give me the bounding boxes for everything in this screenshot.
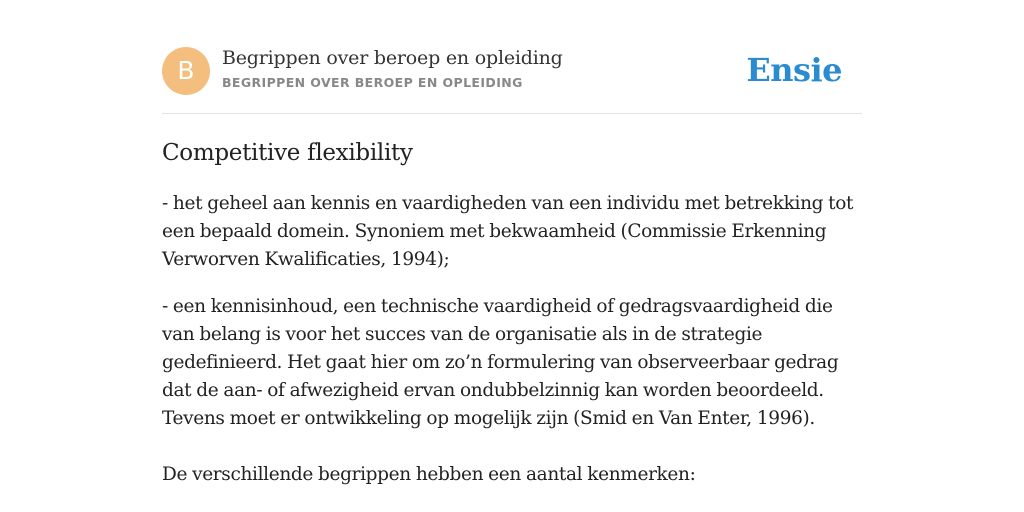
source-avatar[interactable]: B [162,47,210,95]
source-title[interactable]: Begrippen over beroep en opleiding [222,47,563,69]
ensie-logo[interactable]: Ensie [746,51,842,89]
source-subtitle: BEGRIPPEN OVER BEROEP EN OPLEIDING [222,75,523,90]
article-title: Competitive flexibility [162,140,413,166]
definition-paragraph-2: - een kennisinhoud, een technische vaardigheid of gedragsvaardigheid die van belang is voor het succes van de organisatie als in de strategie gedefinieerd. Het gaat hier om zo’n formulering van observeerbaar gedrag dat de aan- of afwezigheid ervan ondubbelzinnig kan worden beoordeeld. Tevens moet er ontwikkeling op mogelijk zijn (Smid en Van Enter, 1996). [162,296,839,429]
definition-paragraph-3: De verschillende begrippen hebben een aantal kenmerken: [162,464,696,485]
page-content [162,0,862,485]
source-header [162,0,862,114]
definition-paragraph-1: - het geheel aan kennis en vaardigheden van een individu met betrekking tot een bepaald domein. Synoniem met bekwaamheid (Commissie Erkenning Verworven Kwalificaties, 1994); [162,193,854,270]
